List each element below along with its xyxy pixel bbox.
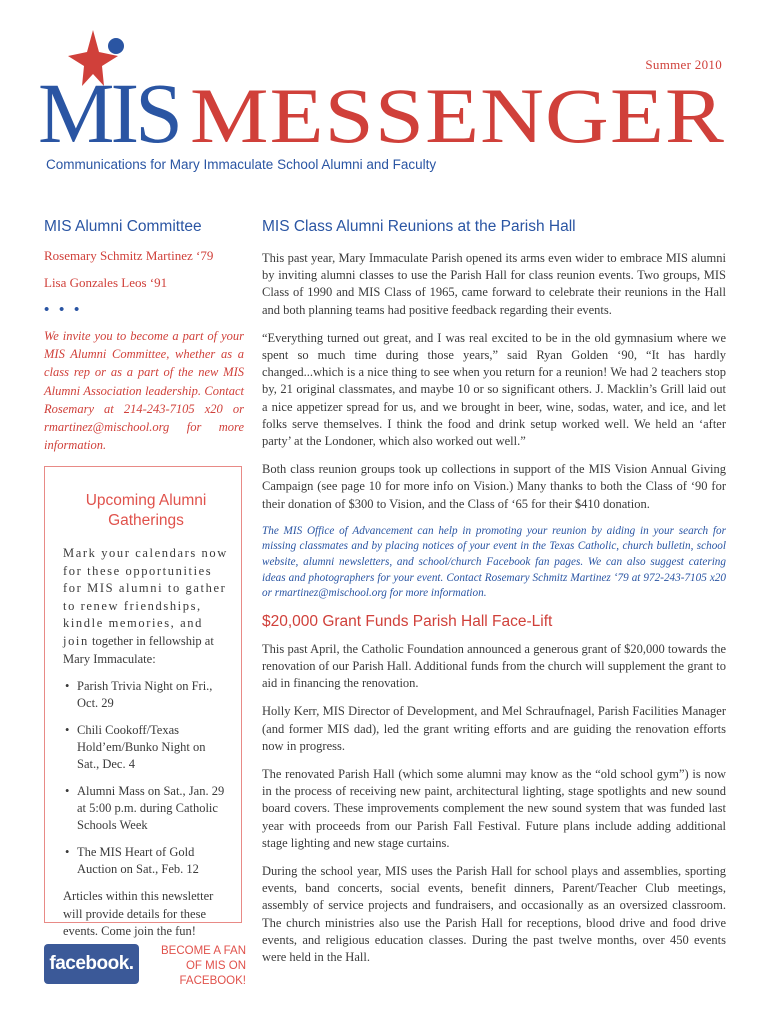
main-articles	[262, 218, 726, 977]
logo-messenger-text: MESSENGER	[190, 72, 725, 150]
event-item: • Alumni Mass on Sat., Jan. 29 at 5:00 p.m. during Catholic Schools Week	[63, 783, 229, 834]
events-list	[63, 678, 229, 878]
facebook-fan-callout[interactable]	[150, 944, 246, 989]
article-paragraph: Holly Kerr, MIS Director of Development, and Mel Schraufnagel, Parish Facilities Manager (and former MIS dad), led the grant writing efforts and are guiding the renovation efforts now in progress.	[262, 704, 726, 753]
article-paragraph: Both class reunion groups took up collections in support of the MIS Vision Annual Giving Campaign (see page 10 for more info on Vision.) Many thanks to both the Class of ‘90 for their donation of $300 to Vision, and the Class of ‘65 for their $410 donation.	[262, 462, 726, 511]
article-reunions-heading: MIS Class Alumni Reunions at the Parish Hall	[262, 218, 576, 235]
committee-invite: We invite you to become a part of your MIS Alumni Committee, whether as a class rep or as a part of the new MIS Alumni Association leadership. Contact Rosemary at 214-243-7105 x20 or rmartinez@mischool.org for more information.	[44, 329, 244, 453]
facebook-line: FACEBOOK!	[179, 975, 246, 987]
gatherings-intro: Mark your calendars now for these opportunities for MIS alumni to gather to renew friendships, kindle memories, and join together in fellowship at Mary Immaculate:	[63, 546, 228, 666]
committee-section	[44, 218, 244, 454]
event-item: • The MIS Heart of Gold Auction on Sat., Feb. 12	[63, 844, 229, 878]
advancement-note: The MIS Office of Advancement can help in promoting your reunion by aiding in your search for missing classmates and by placing notices of your event in the Texas Catholic, church bulletin, school website, alumni newsletters, and school/church Facebook fan pages. We can also suggest catering ideas and photographers for your event. Contact Rosemary Schmitz Martinez ‘79 at 972-243-7105 x20 or rmartinez@mischool.org for more information.	[262, 524, 726, 600]
committee-heading: MIS Alumni Committee	[44, 218, 202, 235]
event-item: • Chili Cookoff/Texas Hold’em/Bunko Night on Sat., Dec. 4	[63, 722, 229, 773]
facebook-logo[interactable]: facebook.	[44, 944, 139, 984]
article-paragraph: The renovated Parish Hall (which some alumni may know as the “old school gym”) is now in the process of receiving new paint, architectural lighting, stage spotlights and new sound board covers. These improvements complement the new sound system that was funded last year with proceeds from our Parish Fall Festival. Future plans include adding additional stage lighting and new stage curtains.	[262, 767, 726, 850]
article-paragraph: During the school year, MIS uses the Parish Hall for school plays and assemblies, sporting events, band concerts, social events, benefit dinners, Parent/Teacher Club meetings, assembly of service projects and fundraisers, and occasionally as an oversized classroom. The church ministries also use the Parish Hall for receptions, blood drive and food drive events, and religious education classes. During the past twelve months, over 450 events were held in the Hall.	[262, 864, 726, 965]
tagline: Communications for Mary Immaculate School Alumni and Faculty	[46, 157, 437, 172]
gatherings-heading: Upcoming Alumni Gatherings	[85, 492, 207, 529]
facebook-line: BECOME A FAN	[161, 945, 246, 957]
facebook-line: OF MIS ON	[185, 960, 246, 972]
article-paragraph: This past April, the Catholic Foundation announced a generous grant of $20,000 towards the renovation of our Parish Hall. Additional funds from the church will supplement the grant to aid in financing the renovation.	[262, 641, 726, 691]
event-item: • Parish Trivia Night on Fri., Oct. 29	[63, 678, 229, 712]
gatherings-footer: Articles within this newsletter will provide details for these events. Come join the fun!	[63, 889, 214, 939]
upcoming-gatherings-box	[44, 466, 242, 939]
article-paragraph: This past year, Mary Immaculate Parish opened its arms even wider to embrace MIS alumni by inviting alumni classes to use the Parish Hall for class reunion events. Two groups, MIS Class of 1990 and MIS Class of 1965, came forward to celebrate their reunions in the Hall and both planning teams had positive feedback regarding their events.	[262, 251, 726, 317]
article-grant-heading: $20,000 Grant Funds Parish Hall Face-Lift	[262, 612, 553, 630]
issue-season: Summer 2010	[645, 57, 722, 72]
logo-mis-text: MIS	[38, 65, 179, 150]
article-quote: “Everything turned out great, and I was real excited to be in the old gymnasium where we spent so much time during those years,” said Ryan Golden ‘90, “It has hardly changed...which is a nice thing to see when you return for a reunion! We had 2 teachers stop by, 21 original classmates, and maybe 10 or so significant others. J. Macklin’s Grill laid out a nice appetizer spread for us, and we brought in beer, wine, sodas, water, and ice, and let folks serve themselves. I think the food and drink setup worked well. We held an ‘after party’ at the Londoner, which also worked out well.”	[262, 330, 726, 449]
committee-member: Lisa Gonzales Leos ‘91	[44, 275, 168, 290]
committee-member: Rosemary Schmitz Martinez ‘79	[44, 248, 214, 263]
dot-icon	[108, 38, 124, 54]
mis-messenger-logo	[38, 30, 728, 150]
separator: • • •	[44, 302, 83, 318]
